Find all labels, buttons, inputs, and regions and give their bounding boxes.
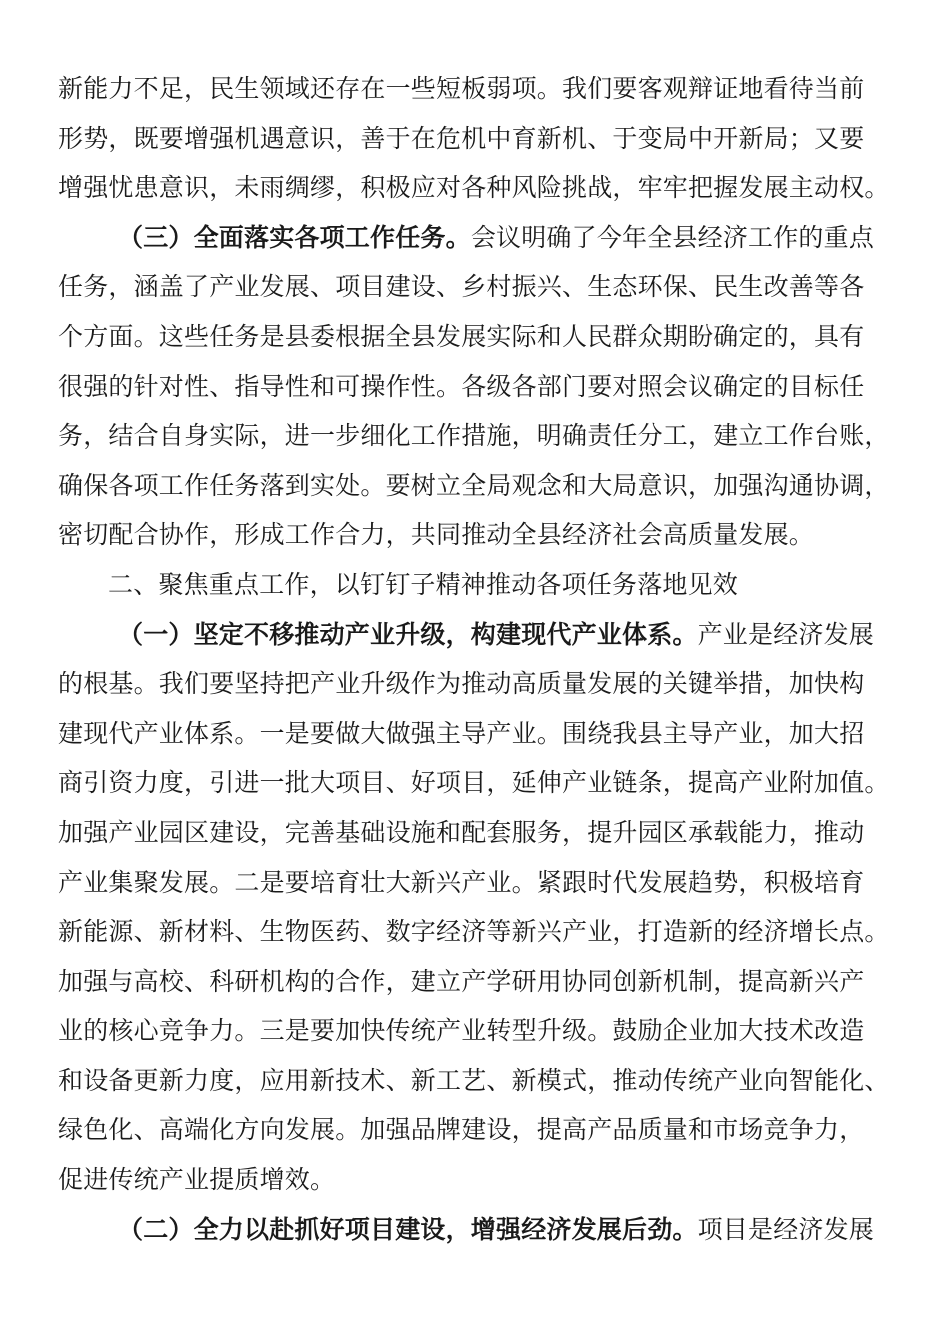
text-line: 加强与高校、科研机构的合作，建立产学研用协同创新机制，提高新兴产	[58, 966, 865, 996]
subsection-heading-text: 项目是经济发展	[697, 1214, 875, 1244]
document-page	[58, 64, 900, 1254]
text-line: 和设备更新力度，应用新技术、新工艺、新模式，推动传统产业向智能化、	[58, 1065, 890, 1095]
text-line: 绿色化、高端化方向发展。加强品牌建设，提高产品质量和市场竞争力，	[58, 1115, 865, 1145]
subsection-heading-line	[58, 1205, 900, 1255]
subsection-heading-title: （三）全面落实各项工作任务。	[118, 222, 471, 252]
text-line: 形势，既要增强机遇意识，善于在危机中育新机、于变局中开新局；又要	[58, 123, 865, 153]
text-line: 产业集聚发展。二是要培育壮大新兴产业。紧跟时代发展趋势，积极培育	[58, 867, 865, 897]
text-line: 促进传统产业提质增效。	[58, 1165, 336, 1195]
text-line: 增强忧患意识，未雨绸缪，积极应对各种风险挑战，牢牢把握发展主动权。	[58, 173, 890, 203]
text-line: 新能源、新材料、生物医药、数字经济等新兴产业，打造新的经济增长点。	[58, 917, 890, 947]
subsection-heading-title: （二）全力以赴抓好项目建设，增强经济发展后劲。	[118, 1214, 698, 1244]
text-line: 新能力不足，民生领域还存在一些短板弱项。我们要客观辩证地看待当前	[58, 74, 865, 103]
text-line: 加强产业园区建设，完善基础设施和配套服务，提升园区承载能力，推动	[58, 817, 865, 847]
text-line: 任务，涵盖了产业发展、项目建设、乡村振兴、生态环保、民生改善等各	[58, 272, 865, 302]
text-line: 商引资力度，引进一批大项目、好项目，延伸产业链条，提高产业附加值。	[58, 768, 890, 798]
subsection-heading-line	[58, 610, 900, 660]
text-line: 很强的针对性、指导性和可操作性。各级各部门要对照会议确定的目标任	[58, 371, 865, 401]
text-line: 的根基。我们要坚持把产业升级作为推动高质量发展的关键举措，加快构	[58, 669, 865, 699]
text-line: 个方面。这些任务是县委根据全县发展实际和人民群众期盼确定的，具有	[58, 321, 865, 351]
section-heading: 二、聚焦重点工作，以钉钉子精神推动各项任务落地见效	[108, 569, 739, 599]
text-line: 确保各项工作任务落到实处。要树立全局观念和大局意识，加强沟通协调，	[58, 470, 890, 500]
subsection-heading-title: （一）坚定不移推动产业升级，构建现代产业体系。	[118, 619, 698, 649]
text-line: 务，结合自身实际，进一步细化工作措施，明确责任分工，建立工作台账，	[58, 421, 890, 451]
text-line: 密切配合协作，形成工作合力，共同推动全县经济社会高质量发展。	[58, 520, 815, 550]
subsection-heading-text: 会议明确了今年全县经济工作的重点	[470, 222, 875, 252]
text-line: 业的核心竞争力。三是要加快传统产业转型升级。鼓励企业加大技术改造	[58, 1016, 865, 1046]
text-line: 建现代产业体系。一是要做大做强主导产业。围绕我县主导产业，加大招	[58, 718, 865, 748]
subsection-heading-line	[58, 213, 900, 263]
subsection-heading-text: 产业是经济发展	[697, 619, 875, 649]
